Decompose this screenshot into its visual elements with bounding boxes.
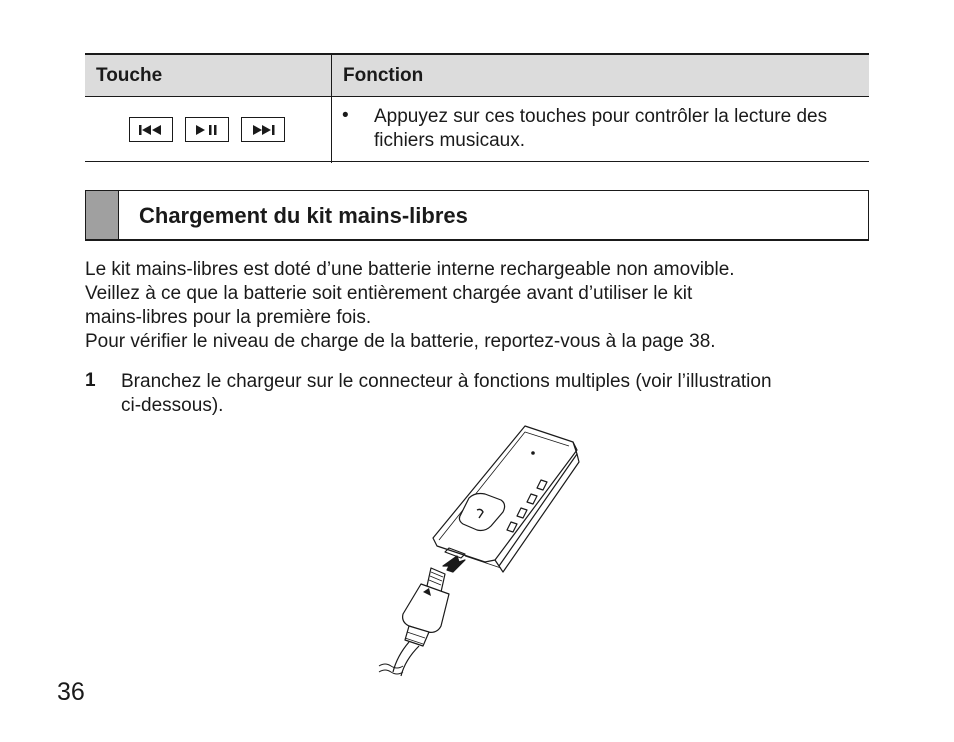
next-track-icon (241, 117, 285, 142)
section-header (85, 190, 869, 241)
section-marker (86, 191, 119, 239)
function-description: Appuyez sur ces touches pour contrôler la lecture des fichiers musicaux. (374, 106, 828, 151)
section-title: Chargement du kit mains-libres (139, 203, 468, 228)
key-function-table (85, 53, 869, 163)
intro-line: Veillez à ce que la batterie soit entièrement chargée avant d’utiliser le kit (85, 283, 693, 304)
previous-track-icon (129, 117, 173, 142)
bullet: • (342, 105, 349, 126)
play-pause-icon (185, 117, 229, 142)
step-line: Branchez le chargeur sur le connecteur à fonctions multiples (voir l’illustration (121, 371, 772, 392)
page-number: 36 (57, 678, 85, 706)
intro-line: Pour vérifier le niveau de charge de la batterie, reportez-vous à la page 38. (85, 331, 716, 352)
header-key: Touche (96, 65, 163, 86)
step-number: 1 (85, 370, 96, 391)
table-bottom-rule (85, 161, 869, 162)
step-line: ci-dessous). (121, 395, 224, 416)
step-text (121, 370, 881, 418)
intro-line: Le kit mains-libres est doté d’une batterie interne rechargeable non amovible. (85, 259, 735, 280)
table-column-divider (331, 53, 332, 163)
table-header (85, 53, 869, 97)
media-keys (129, 117, 285, 142)
header-function: Fonction (343, 65, 424, 86)
intro-paragraph (85, 258, 885, 354)
intro-line: mains-libres pour la première fois. (85, 307, 372, 328)
charger-connection-illustration (365, 420, 595, 680)
